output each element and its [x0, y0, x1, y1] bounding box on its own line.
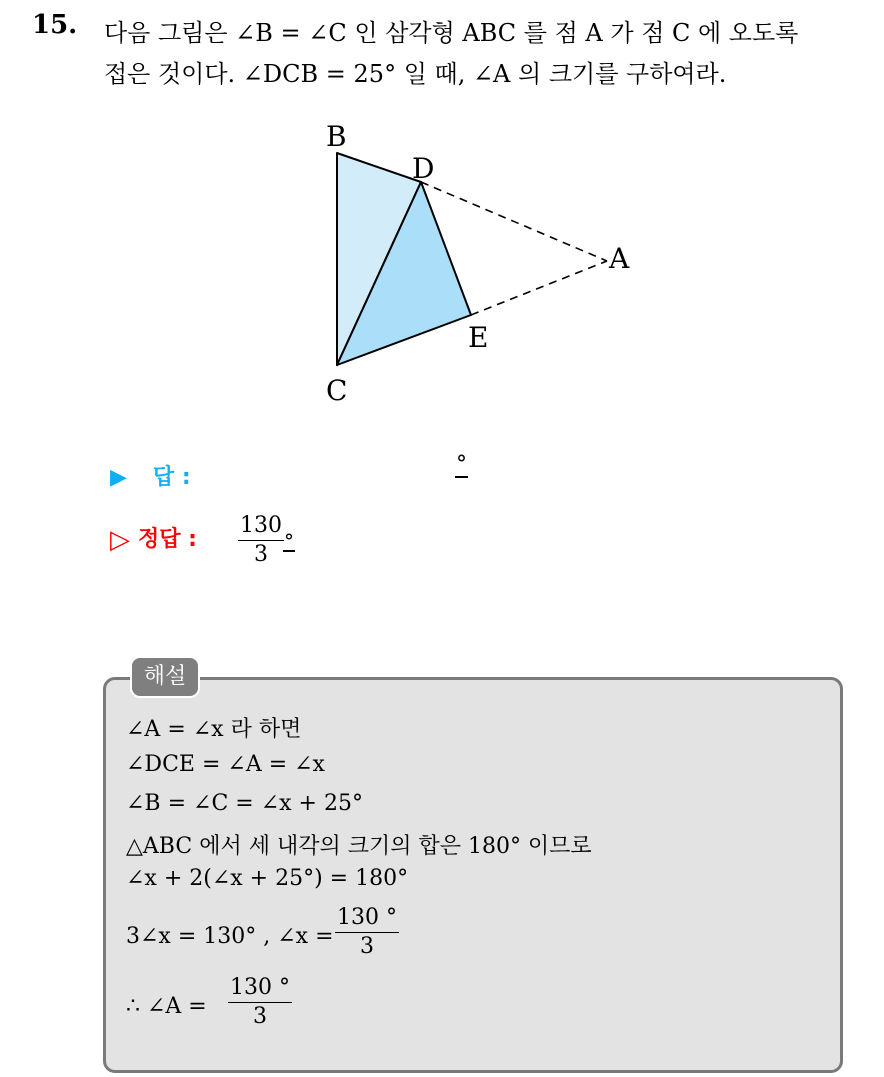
- correct-answer-degree: °: [284, 529, 294, 553]
- solution-line-3: ∠B = ∠C = ∠x + 25°: [126, 791, 363, 816]
- fraction-numerator: 130 °: [335, 904, 399, 933]
- solution-fraction-a: [228, 974, 292, 1031]
- vertex-label-b: B: [326, 120, 347, 153]
- solution-tag: 해설: [130, 656, 200, 698]
- fraction-denominator: 3: [254, 542, 268, 567]
- fold-line-da: [421, 182, 607, 261]
- solution-line-5: ∠x + 2(∠x + 25°) = 180°: [126, 866, 409, 891]
- vertex-label-d: D: [412, 152, 435, 185]
- solution-line-2: ∠DCE = ∠A = ∠x: [126, 752, 325, 777]
- fraction-numerator: 130 °: [228, 974, 292, 1003]
- vertex-label-e: E: [468, 321, 489, 354]
- answer-label: 답 :: [152, 465, 191, 490]
- solution-line-6: 3∠x = 130° , ∠x =: [126, 924, 334, 949]
- question-text-line-2: 접은 것이다. ∠DCB = 25° 일 때, ∠A 의 크기를 구하여라.: [104, 60, 727, 88]
- outline-triangle-icon: ▷: [110, 525, 130, 555]
- triangle-figure: [300, 110, 660, 410]
- solution-line-4: △ABC 에서 세 내각의 크기의 합은 180° 이므로: [126, 834, 592, 859]
- fraction-denominator: 3: [359, 934, 374, 959]
- answer-row: [110, 460, 191, 491]
- fold-line-ea: [471, 261, 607, 315]
- vertex-label-a: A: [609, 242, 630, 275]
- play-icon: ▶: [110, 465, 127, 490]
- fraction-numerator: 130: [238, 512, 284, 541]
- correct-answer-row: [110, 522, 197, 553]
- question-text-line-1: 다음 그림은 ∠B = ∠C 인 삼각형 ABC 를 점 A 가 점 C 에 오도록: [104, 19, 799, 47]
- vertex-label-c: C: [326, 374, 348, 407]
- question-number: 15.: [32, 10, 78, 40]
- correct-answer-fraction: [238, 512, 284, 569]
- answer-blank[interactable]: °: [456, 452, 467, 477]
- solution-line-1: ∠A = ∠x 라 하면: [126, 717, 302, 742]
- correct-answer-label: 정답 :: [138, 527, 197, 552]
- solution-line-7: ∴ ∠A =: [126, 994, 207, 1019]
- solution-fraction-x: [335, 904, 399, 961]
- fraction-denominator: 3: [252, 1004, 267, 1029]
